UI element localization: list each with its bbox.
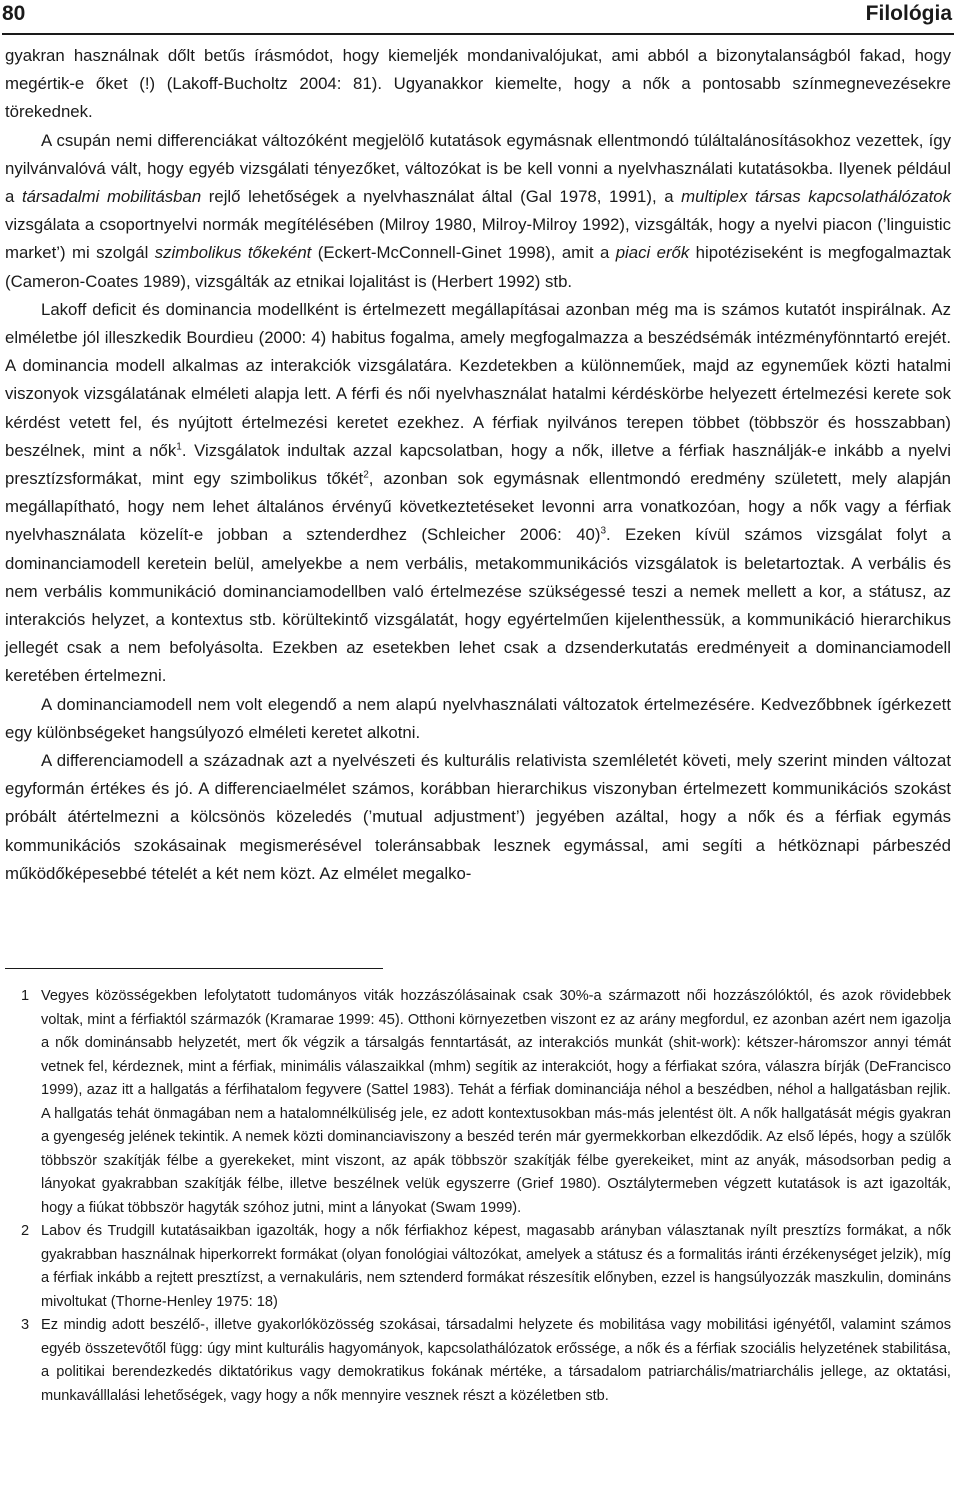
paragraph: A dominanciamodell nem volt elegendő a nem alapú nyelvhasználati változatok értelmezésére. Kedvezőbbnek ígérkezett egy különbségeket hangsúlyozó elméleti keretet alkotni. bbox=[5, 694, 951, 742]
footnote-number: 2 bbox=[21, 1223, 30, 1239]
italic-term: piaci erők bbox=[615, 243, 690, 263]
page-header bbox=[0, 0, 960, 36]
footnote-divider bbox=[5, 968, 383, 969]
paragraph bbox=[5, 127, 951, 296]
text-run: hipotéziseként is megfogalmaztak (Cameron-Coates 1989), vizsgálták az etnikai lojalitást is (Herbert 1992) stb. bbox=[5, 243, 952, 291]
text-run: , azonban sok egymásnak ellentmondó eredmény született, mely alapján megállapítható, hogy nem lehet általános érvényű következtetéseket levonni arra vonatkozóan, hogy a nők vagy a férfiak nyelvhasználata közelít-e jobban a sztenderdhez (Schleicher 2006: 40) bbox=[5, 469, 951, 545]
footnote-ref[interactable]: 1 bbox=[176, 441, 182, 453]
text-run: . Vizsgálatok indultak azzal kapcsolatban, hogy a nők, illetve a férfiak használják-e inkább a nyelvi presztízsformákat, mint egy szimbolikus tőkét bbox=[5, 440, 951, 489]
footnote-item bbox=[5, 1314, 951, 1408]
paragraph: A differenciamodell a századnak azt a nyelvészeti és kulturális relativista szemléletét követi, mely szerint minden változat egyformán értékes és jó. A differenciaelmélet számos, korábban hierarchikus viszonyban értelmezett kommunikációs szokást próbált átértelmezni a kölcsönös közeledés (’mutual adjustment’) jegyében azáltal, hogy a nők és a férfiak egymás kommunikációs szokásainak megismerésével toleránsabbak lesznek egymással, ami segíti a hétköznapi párbeszéd működőképesebbé tételét a két nem közt. Az elmélet megalko- bbox=[5, 751, 951, 883]
italic-term: multiplex társas kapcsolathálózatok bbox=[681, 187, 951, 207]
header-divider bbox=[2, 33, 954, 35]
footnote-text: Ez mindig adott beszélő-, illetve gyakorlóközösség szokásai, társadalmi helyzete és mobilitása vagy mobilitási igényétől, valamint számos egyéb összetevőtől függ: úgy mint kulturális hagyományok, kapcsolathálózatok erőssége, a nők és a férfiak szociális helyzetének stabilitása, a politikai berendezkedés diktatórikus vagy demokratikus fokának mértéke, a társadalom patriarchális/matriarchális jellege, az oktatási, munkaválllalási lehetőségek, vagy hogy a nők mennyire vesznek részt a közéletben stb. bbox=[41, 1317, 951, 1404]
page-number: 80 bbox=[2, 2, 26, 25]
footnote-item bbox=[5, 1220, 951, 1314]
text-run: vizsgálata a csoportnyelvi normák megítélésében (Milroy 1980, Milroy-Milroy 1992), vizsgálták, hogy a nyelvi piacon (’linguistic market’) mi szolgál bbox=[5, 215, 951, 263]
footnote-number: 1 bbox=[21, 988, 30, 1004]
paragraph bbox=[5, 296, 951, 691]
paragraph: gyakran használnak dőlt betűs írásmódot, hogy kiemeljék mondanivalójukat, ami abból a bizonytalanságból fakad, hogy megértik-e őket (!) (Lakoff-Bucholtz 2004: 81). Ugyanakkor kiemelte, hogy a nők a pontosabb színmegnevezésekre törekednek. bbox=[5, 46, 951, 122]
footnote-text: Vegyes közösségekben lefolytatott tudományos viták hozzászólásainak csak 30%-a származott női hozzászólóktól, és azok rövidebbek voltak, mint a férfiaktól származók (Kramarae 1999: 45). Otthoni környezetben viszont ez az arány megfordul, ez azonban azért nem igazolja a nők dominánsabb helyzetét, mert ők végzik a társalgás fenntartását, az interakciós munkát (shit-work): kétszer-háromszor annyi témát vetnek fel, kérdeznek, mint a férfiak, minimális válaszaikkal (mhm) segítik az interakciót, hogy a férfiakat szóra, válaszra bírják (DeFrancisco 1999), azaz itt a hallgatás a férfihatalom fegyvere (Sattel 1983). Tehát a férfiak dominanciája néhol a beszédben, néhol a hallgatásban rejlik. A hallgatás tehát önmagában nem a hatalomnélküliség jele, ez adott kontextusokban más-más jelentést ölt. A nők hallgatását mégis gyakran a gyengeség jelének tekintik. A nemek közti dominanciaviszony a beszéd terén már gyermekkorban elkezdődik. Az első lépés, hogy a szülők többször szakítják félbe a gyerekeket, mint viszont, az apák többször szakítják félbe gyerekeiket, mint az anyák, másodsorban pedig a lányokat gyakrabban szakítják félbe, illetve beszélnek velük egyszerre (Grief 1980). Osztálytermeben végzett kutatások is azt igazolták, hogy a fiúkat többször hagyták szóhoz jutni, mint a lányokat (Swam 1999). bbox=[41, 988, 951, 1216]
main-text bbox=[5, 42, 951, 888]
footnote-ref[interactable]: 3 bbox=[600, 525, 607, 537]
footnote-number: 3 bbox=[21, 1317, 30, 1333]
text-run: . Ezeken kívül számos vizsgálat folyt a dominanciamodell keretein belül, amelyekbe a nem verbális, metakommunikációs vizsgálatok is beletartoztak. A verbális és nem verbális kommunikáció dominanciamodellben való értelmezése szükségessé teszi a nemek mellett a kor, a státusz, az interakciós helyzet, a kontextus stb. körültekintő vizsgálatát, hogy egyértelműen kijelenthessük, a kommunikáció hierarchikus jellegét csak a nem befolyásolta. Ezekben az esetekben lehet csak a dzsenderkutatás eredményeit a dominanciamodell keretében értelmezni. bbox=[5, 525, 951, 686]
italic-term: szimbolikus tőkeként bbox=[154, 243, 312, 263]
footnote-item bbox=[5, 985, 951, 1220]
italic-term: társadalmi mobilitásban bbox=[21, 187, 202, 207]
text-run: Lakoff deficit és dominancia modellként is értelmezett megállapításai azonban még ma is számos kutatót inspirálnak. Az elméletbe jól illeszkedik Bourdieu (2000: 4) habitus fogalma, amely megfogalmazza a beszédsémák intézményfönntartó erejét. A dominancia modell alkalmas az interakciók vizsgálatára. Kezdetekben a különneműek, majd az egyneműek közti hatalmi viszonyok vizsgálatának elméleti alapja lett. A férfi és női nyelvhasználat hatalmi kérdéskörbe helyezett értelmezési kerete sok kérdést vetett fel, és nyújtott értelmezési keretet ezekhez. A férfiak nyilvános terepen többet (többször és hosszabban) beszélnek, mint a nők bbox=[5, 299, 951, 460]
text-run: A csupán nemi differenciákat változóként megjelölő kutatások egymásnak ellentmondó túláltalánosításokhoz vezettek, így nyilvánvalóvá vált, hogy egyéb vizsgálati tényezőket, változókat is be kell vonni a nyelvhasználati kutatásokba. Ilyenek például a bbox=[5, 130, 951, 207]
footnote-text: Labov és Trudgill kutatásaikban igazolták, hogy a nők férfiakhoz képest, magasabb arányban választanak nyílt presztízs formákat, a nők gyakrabban használnak hiperkorrekt formákat (olyan fonológiai változókat, amelyek a státusz és a formalitás iránti érzékenységet jelzik), míg a férfiak inkább a rejtett presztízst, a vernakuláris, nem sztenderd formákat részesítik előnyben, ezzel is hangsúlyozzák maszkulin, domináns mivoltukat (Thorne-Henley 1975: 18) bbox=[41, 1223, 951, 1310]
text-run: rejlő lehetőségek a nyelvhasználat által (Gal 1978, 1991), a bbox=[201, 187, 682, 207]
footnotes bbox=[5, 985, 951, 1408]
text-run: (Eckert-McConnell-Ginet 1998), amit a bbox=[311, 243, 616, 263]
section-title: Filológia bbox=[865, 2, 952, 25]
footnote-ref[interactable]: 2 bbox=[363, 469, 369, 481]
